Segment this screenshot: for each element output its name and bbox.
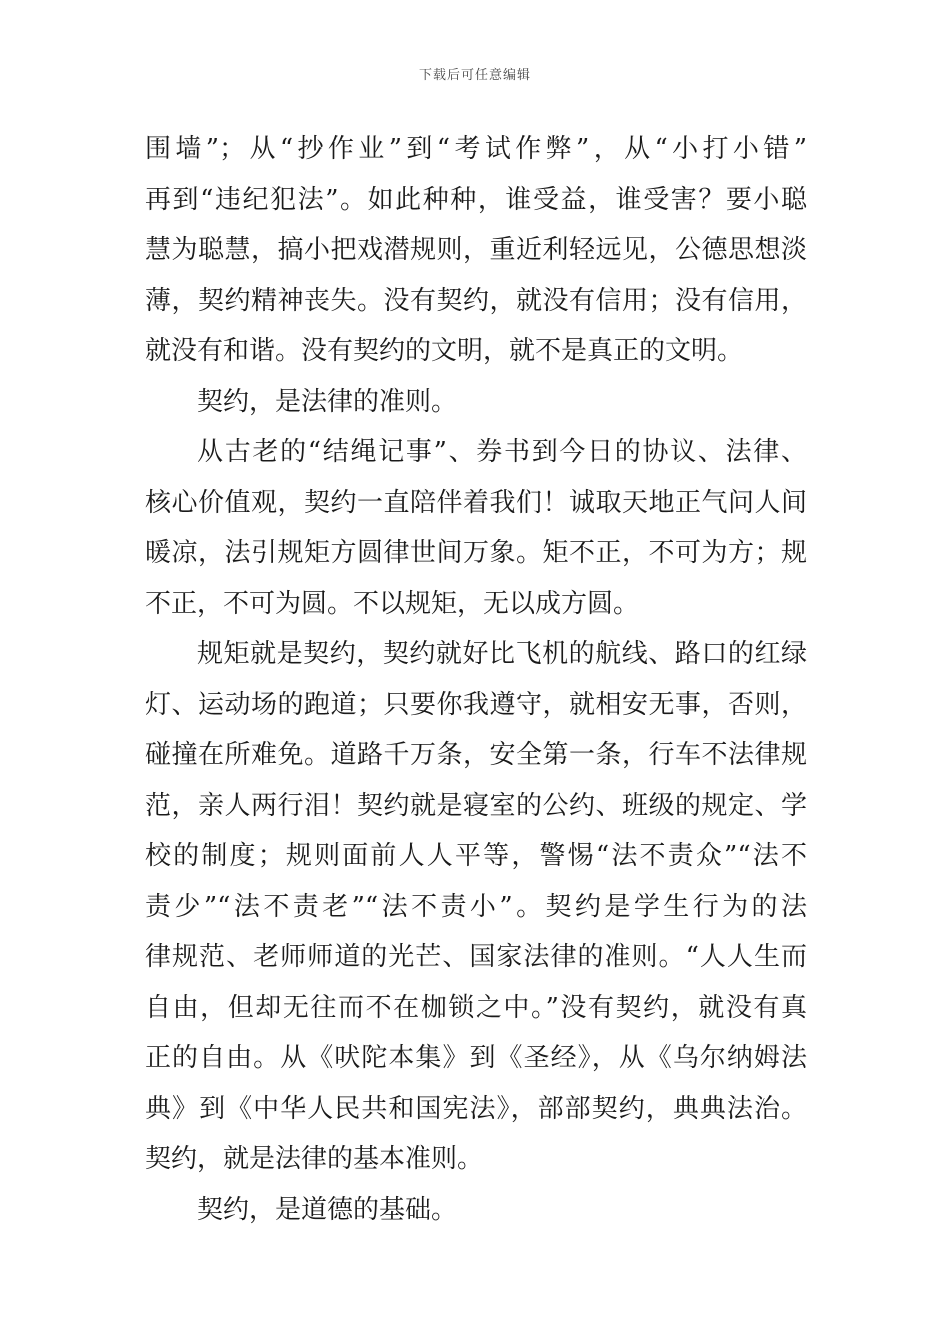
text-line: 灯、运动场的跑道；只要你我遵守，就相安无事，否则， [145,689,807,720]
text-line: 校的制度；规则面前人人平等，警惕“法不责众”“法不 [145,841,807,871]
text-line: 碰撞在所难免。道路千万条，安全第一条，行车不法律规 [145,740,807,770]
section-heading: 契约，是道德的基础。 [197,1194,458,1225]
text-line: 范，亲人两行泪！契约就是寝室的公约、班级的规定、学 [145,790,807,821]
text-line: 暖凉，法引规矩方圆律世间万象。矩不正，不可为方；规 [145,538,807,568]
text-line: 律规范、老师师道的光芒、国家法律的准则。“人人生而 [145,942,807,972]
text-line: 核心价值观，契约一直陪伴着我们！诚取天地正气问人间 [145,487,807,518]
page-header-note: 下载后可任意编辑 [418,68,531,83]
section-heading: 契约，是法律的准则。 [197,386,458,417]
text-line: 规矩就是契约，契约就好比飞机的航线、路口的红绿 [197,639,807,669]
text-line: 典》到《中华人民共和国宪法》，部部契约，典典法治。 [145,1093,807,1124]
text-line: 自由，但却无往而不在枷锁之中。”没有契约，就没有真 [145,992,807,1023]
text-line: 围墙”；从“抄作业”到“考试作弊”，从“小打小错” [145,134,807,164]
text-line: 薄，契约精神丧失。没有契约，就没有信用；没有信用， [145,285,807,316]
text-line: 契约，就是法律的基本准则。 [145,1144,484,1174]
text-line: 责少”“法不责老”“法不责小”。契约是学生行为的法 [145,891,807,922]
text-line: 从古老的“结绳记事”、券书到今日的协议、法律、 [197,437,807,467]
text-line: 不正，不可为圆。不以规矩，无以成方圆。 [145,588,640,619]
text-line: 正的自由。从《吠陀本集》到《圣经》，从《乌尔纳姆法 [145,1043,807,1073]
document-body [145,124,807,1235]
text-line: 慧为聪慧，搞小把戏潜规则，重近利轻远见，公德思想淡 [145,235,807,265]
text-line: 就没有和谐。没有契约的文明，就不是真正的文明。 [145,336,744,366]
text-line: 再到“违纪犯法”。如此种种，谁受益，谁受害？要小聪 [145,184,807,215]
